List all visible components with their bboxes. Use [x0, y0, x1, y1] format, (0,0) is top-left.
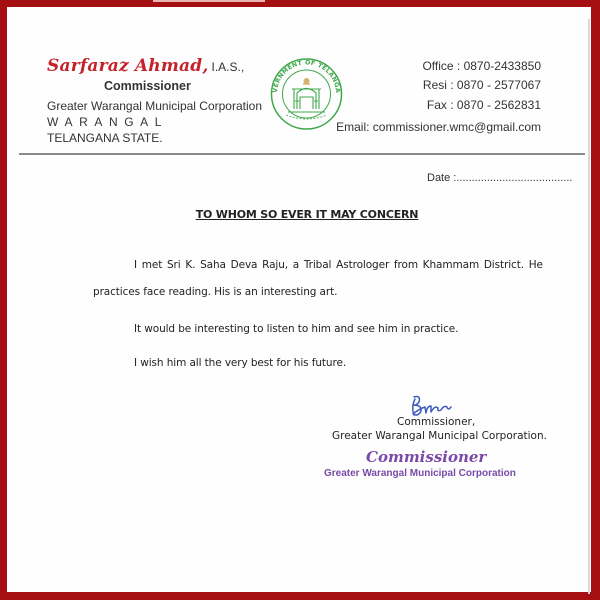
- letter-page: [7, 7, 591, 592]
- office-phone: Office : 0870-2433850: [422, 59, 541, 73]
- city-name: WARANGAL: [47, 115, 169, 129]
- state-name: TELANGANA STATE.: [47, 131, 163, 145]
- officer-title: Commissioner: [104, 79, 191, 93]
- residence-phone: Resi : 0870 - 2577067: [422, 78, 541, 92]
- letter-heading: TO WHOM SO EVER IT MAY CONCERN: [195, 208, 419, 221]
- paragraph-3: I wish him all the very best for his future.: [134, 357, 347, 369]
- signatory-title: Commissioner,: [397, 416, 476, 428]
- paragraph-1-line-1: I met Sri K. Saha Deva Raju, a Tribal Astrologer from Khammam District. He: [134, 259, 543, 271]
- letterhead-divider: [19, 153, 585, 155]
- stamp-title: Commissioner: [366, 448, 487, 466]
- page-edge-shadow: [588, 19, 590, 594]
- date-field: Date :......................................: [427, 172, 573, 184]
- officer-suffix: I.A.S.,: [211, 60, 245, 74]
- emblem-ring-text: VERNMENT OF TELANGA: [271, 59, 342, 94]
- paragraph-2: It would be interesting to listen to him and see him in practice.: [134, 323, 459, 335]
- signatory-organization: Greater Warangal Municipal Corporation.: [332, 430, 547, 442]
- officer-name: Sarfaraz Ahmad,: [47, 56, 209, 76]
- organization-name: Greater Warangal Municipal Corporation: [47, 99, 262, 113]
- paragraph-1-line-2: practices face reading. His is an interesting art.: [93, 286, 338, 298]
- frame-notch: [153, 0, 265, 2]
- fax-number: Fax : 0870 - 2562831: [426, 98, 541, 112]
- letterhead-name-line: [47, 56, 244, 76]
- stamp-organization: Greater Warangal Municipal Corporation: [324, 468, 516, 479]
- email-address: Email: commissioner.wmc@gmail.com: [336, 120, 541, 134]
